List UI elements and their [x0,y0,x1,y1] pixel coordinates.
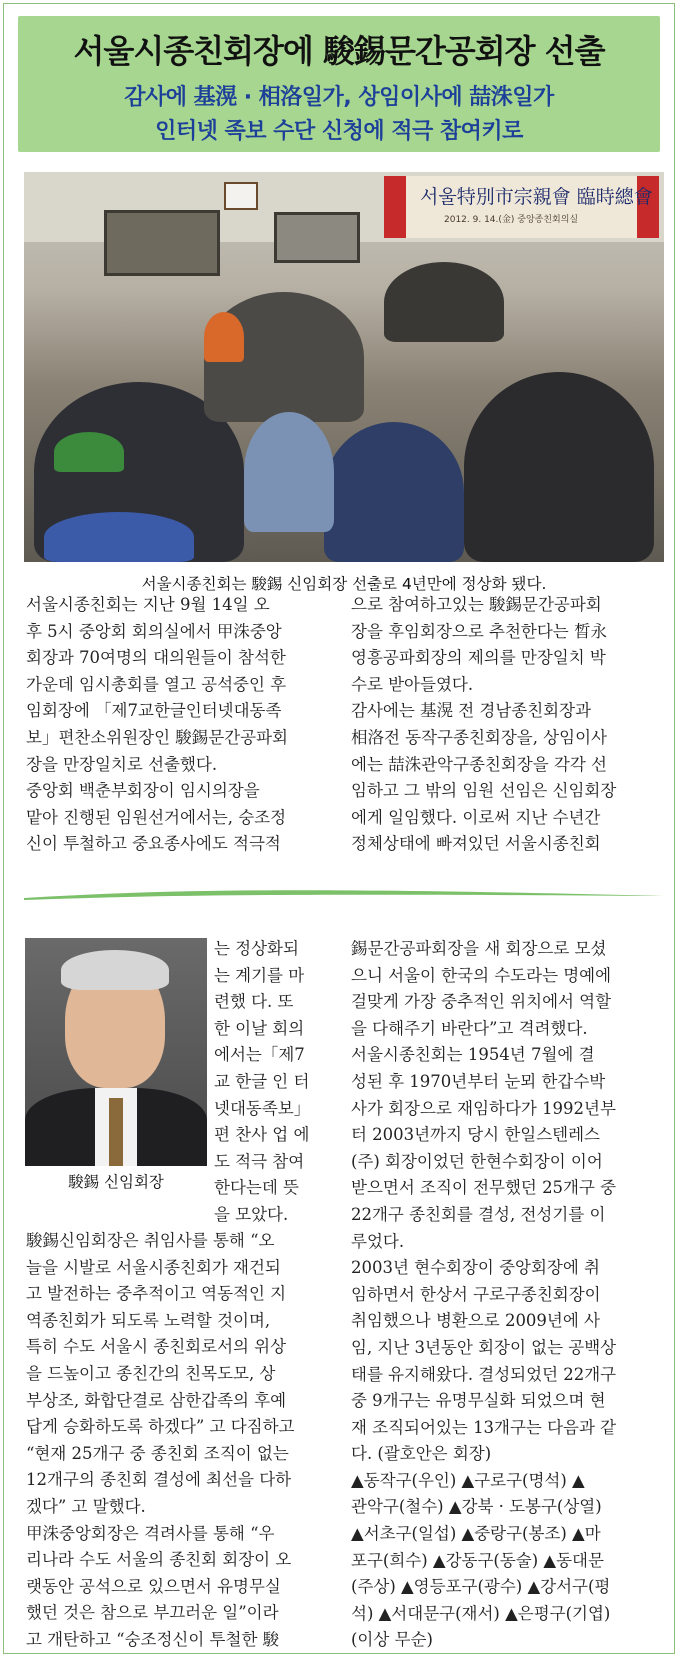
article-line: 랫동안 공석으로 있으면서 유명무실 [26,1576,281,1596]
article-line: 다. (괄호안은 회장) [351,1444,492,1464]
article-line: 도 적극 참여 [214,1151,305,1171]
article-line: 12개구의 종친회 결성에 최선을 다하 [26,1470,292,1490]
article-line: 임회장에 「제7교한글인터넷대동족 [26,701,282,721]
meeting-banner [384,176,659,238]
article-line: 을 모았다. [214,1204,289,1224]
attendee-group [204,312,244,362]
chairman-portrait [25,938,207,1166]
article-line: 에는 喆洙관악구종친회장을 각각 선 [351,754,607,774]
article-line: 甲洙중앙회장은 격려사를 통해 “우 [26,1523,275,1543]
article-line: 정체상태에 빠져있던 서울시종친회 [351,834,601,854]
article-column-beside-photo [214,936,324,1229]
article-line: 임, 지난 3년동안 회장이 없는 공백상 [351,1337,617,1357]
article-line: 답게 승화하도록 하겠다” 고 다짐하고 [26,1417,295,1437]
photo-caption: 서울시종친회는 駿錫 신임회장 선출로 4년만에 정상화 됐다. [141,575,547,593]
article-line: 석) ▲서대문구(재서) ▲은평구(기엽) [351,1603,611,1623]
headline: 서울시종친회장에 駿錫문간공회장 선출 [73,32,605,70]
article-line: 을 드높이고 종친간의 친목도모, 상 [26,1363,276,1383]
attendee-group [324,422,464,562]
article-line: “현재 25개구 중 종친회 조직이 없는 [26,1443,289,1463]
article-line: 錫문간공파회장을 새 회장으로 모셨 [351,939,607,958]
portrait-hair [61,950,169,990]
article-line: 고 개탄하고 “숭조정신이 투철한 駿 [26,1629,280,1649]
article-column-bottom-left [26,1228,326,1654]
article-column-bottom-right [351,936,658,1654]
flag-frame [224,182,258,210]
article-line: 부상조, 화합단결로 삼한갑족의 후예 [26,1390,287,1410]
article-line: (주) 회장이었던 한현수회장이 이어 [351,1151,603,1171]
article-line: 서울시종친회는 1954년 7월에 결 [351,1045,595,1065]
article-line: 에서는「제7 [214,1045,305,1065]
article-line: 취임했으나 병환으로 2009년에 사 [351,1311,600,1331]
attendee-group [244,412,334,532]
article-line: 걸맞게 가장 중추적인 위치에서 역할 [351,992,612,1012]
banner-text: 서울特別市宗親會 臨時總會 [420,186,653,208]
article-line: 으로 참여하고있는 駿錫문간공파회 [351,595,602,614]
article-line: 감사에는 基滉 전 경남종친회장과 [351,701,592,721]
article-column-top-right [351,592,658,858]
article-line: 임하면서 한상서 구로구종친회장이 [351,1284,601,1304]
article-line: ▲동작구(우인) ▲구로구(명석) ▲ [351,1470,585,1490]
article-line: 신이 투철하고 중요종사에도 적극적 [26,834,281,854]
wall-frame [104,210,220,276]
article-line: (주상) ▲영등포구(광수) ▲강서구(평 [351,1577,611,1597]
article-line: 고 발전하는 중추적이고 역동적인 지 [26,1284,287,1304]
article-line: 늘을 시발로 서울시종친회가 재건되 [26,1257,281,1277]
standing-speakers [384,262,504,342]
subheadline-2: 인터넷 족보 수단 신청에 적극 참여키로 [155,119,523,144]
article-line: 가운데 임시총회를 열고 공석중인 후 [26,674,287,694]
article-line: 는 계기를 마 [214,965,305,985]
article-line: 2003년 현수회장이 중앙회장에 취 [351,1258,600,1278]
article-line: 장을 후임회장으로 추천한다는 晳永 [351,621,607,641]
portrait-caption: 駿錫 신임회장 [68,1173,164,1191]
headline-box [18,16,660,152]
article-line: 駿錫신임회장은 취임사를 통해 “오 [26,1231,275,1250]
article-line: 후 5시 중앙회 회의실에서 甲洙중앙 [26,621,282,641]
article-line: 겠다” 고 말했다. [26,1496,146,1516]
attendee-group [54,432,124,472]
article-line: 서울시종친회는 지난 9월 14일 오 [26,595,270,614]
article-line: 리나라 수도 서울의 종친회 회장이 오 [26,1550,292,1570]
article-line: 했던 것은 참으로 부끄러운 일”이라 [26,1603,279,1623]
attendee-group [464,372,654,562]
article-line: 터 2003년까지 당시 한일스텐레스 [351,1125,600,1145]
newspaper-page [3,3,675,1654]
meeting-photo [24,172,664,562]
wall-frame [274,212,360,263]
article-line: 22개구 종친회를 결성, 전성기를 이 [351,1204,606,1224]
article-line: 임하고 그 밖의 임원 선임은 신임회장 [351,781,617,801]
article-line: 을 다해주기 바란다”고 격려했다. [351,1018,588,1038]
article-line: (이상 무순) [351,1630,433,1650]
article-line: 역종친회가 되도록 노력할 것이며, [26,1310,271,1330]
article-line: 으니 서울이 한국의 수도라는 명예에 [351,965,612,985]
article-line: 영흥공파회장의 제의를 만장일치 박 [351,648,606,668]
article-line: 교 한글 인 터 [214,1071,310,1091]
article-line: 보」편찬소위원장인 駿錫문간공파회 [26,727,288,747]
attendee-group [44,512,194,562]
article-line: 련했 다. 또 [214,992,294,1012]
article-line: 중앙회 백춘부회장이 임시의장을 [26,781,260,801]
article-line: 편 찬사 업 에 [214,1125,310,1145]
article-line: 맡아 진행된 임원선거에서는, 숭조정 [26,807,287,827]
article-line: 관악구(철수) ▲강북 · 도봉구(상열) [351,1497,602,1517]
article-line: 받으면서 조직이 전무했던 25개구 중 [351,1178,617,1198]
article-line: 태를 유지해왔다. 결성되었던 22개구 [351,1364,617,1384]
article-line: 수로 받아들였다. [351,674,474,694]
article-column-top-left [26,592,326,858]
article-line: 에게 일임했다. 이로써 지난 수년간 [351,807,601,827]
article-line: 사가 회장으로 재임하다가 1992년부 [351,1098,616,1118]
article-line: ▲서초구(일섭) ▲중랑구(봉조) ▲마 [351,1524,601,1544]
article-line: 한 이날 회의 [214,1018,305,1038]
article-line: 회장과 70여명의 대의원들이 참석한 [26,648,286,668]
article-line: 포구(희수) ▲강동구(동술) ▲동대문 [351,1550,604,1570]
article-line: 한다는데 뜻 [214,1178,299,1198]
article-line: 相洛전 동작구종친회장을, 상임이사 [351,727,607,747]
article-line: 넷대동족보」 [214,1098,311,1118]
banner-subtext: 2012. 9. 14.(金) 중앙종친회의실 [444,215,579,225]
article-line: 재 조직되어있는 13개구는 다음과 같 [351,1417,617,1437]
portrait-tie [109,1098,123,1166]
article-line: 는 정상화되 [214,939,299,958]
article-line: 성된 후 1970년부터 눈뫼 한갑수박 [351,1071,606,1091]
article-line: 특히 수도 서울시 종친회로서의 위상 [26,1337,287,1357]
section-divider [24,886,664,908]
article-line: 루었다. [351,1231,405,1251]
article-line: 중 9개구는 유명무실화 되었으며 현 [351,1391,606,1411]
article-line: 장을 만장일치로 선출했다. [26,754,218,774]
subheadline-1: 감사에 基滉 · 相洛일가, 상임이사에 喆洙일가 [124,85,554,110]
